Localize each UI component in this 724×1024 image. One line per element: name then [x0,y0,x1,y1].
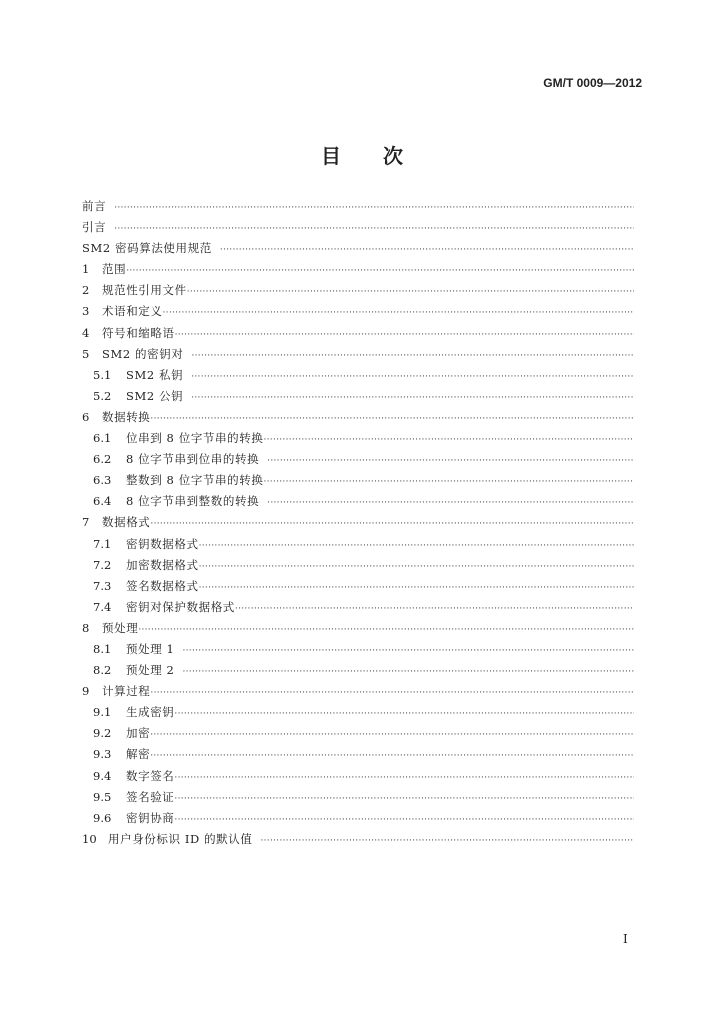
toc-entry-label: 数字签名 [126,768,175,783]
toc-entry-number: 7.2 [93,557,112,572]
dot-leader [199,578,634,599]
toc-entry-9-6[interactable] [82,808,634,829]
toc-entry-foreword[interactable] [82,196,634,217]
dot-leader [174,768,634,789]
toc-entry-7-3[interactable] [82,576,634,597]
toc-entry-6-3[interactable] [82,470,634,491]
toc-entry-label: SM2 私钥 [126,367,184,382]
toc-entry-9[interactable] [82,681,634,702]
toc-entry-9-5[interactable] [82,787,634,808]
dot-leader [126,261,634,282]
dot-leader [267,451,634,472]
dot-leader [182,641,634,662]
toc-entry-label: 解密 [126,747,151,762]
dot-leader [263,430,634,451]
toc-entry-number: 9.4 [93,768,112,783]
toc-entry-sm2-spec[interactable] [82,238,634,259]
toc-entry-number: 4 [82,325,90,340]
toc-entry-9-3[interactable] [82,744,634,765]
standard-code: GM/T 0009—2012 [543,76,642,90]
dot-leader [260,831,634,852]
toc-entry-introduction[interactable] [82,217,634,238]
toc-entry-number: 9.6 [93,810,112,825]
dot-leader [114,219,634,240]
toc-entry-label: 预处理 1 [126,641,175,656]
toc-entry-number: 5.2 [93,388,112,403]
toc-entry-9-4[interactable] [82,766,634,787]
toc-entry-number: 9 [82,684,90,699]
toc-entry-number: 7 [82,515,90,530]
toc-entry-label: 计算过程 [102,684,151,699]
toc-entry-6-1[interactable] [82,428,634,449]
toc-entry-number: 8.1 [93,641,112,656]
toc-entry-number: 9.3 [93,747,112,762]
toc-entry-number: 10 [82,831,97,846]
dot-leader [263,472,634,493]
toc-entry-label: 术语和定义 [102,304,163,319]
toc-entry-label: 签名验证 [126,789,175,804]
toc-entry-4[interactable] [82,323,634,344]
toc-entry-number: 9.1 [93,705,112,720]
toc-entry-8-2[interactable] [82,660,634,681]
dot-leader [174,704,634,725]
toc-entry-label: 范围 [102,262,127,277]
toc-entry-number: 6.3 [93,473,112,488]
toc-entry-number: 7.3 [93,578,112,593]
dot-leader [138,620,634,641]
toc-entry-label: 位串到 8 位字节串的转换 [126,431,264,446]
dot-leader [191,367,634,388]
toc-entry-5[interactable] [82,344,634,365]
toc-entry-7-2[interactable] [82,555,634,576]
dot-leader [199,557,634,578]
toc-entry-2[interactable] [82,280,634,301]
toc-entry-label: 规范性引用文件 [102,283,187,298]
toc-entry-10[interactable] [82,829,634,850]
toc-entry-5-2[interactable] [82,386,634,407]
toc-entry-3[interactable] [82,301,634,322]
toc-entry-label: 密钥对保护数据格式 [126,599,235,614]
dot-leader [187,282,634,303]
toc-entry-label: 数据转换 [102,409,151,424]
dot-leader [182,662,634,683]
toc-entry-label: 符号和缩略语 [102,325,175,340]
dot-leader [191,346,634,367]
dot-leader [199,536,634,557]
toc-entry-number: 8 [82,620,90,635]
toc-entry-8[interactable] [82,618,634,639]
toc-entry-label: 数据格式 [102,515,151,530]
dot-leader [163,303,635,324]
toc-entry-number: 7.1 [93,536,112,551]
dot-leader [191,388,634,409]
toc-entry-number: 2 [82,283,90,298]
toc-entry-7-4[interactable] [82,597,634,618]
toc-entry-number: 6.1 [93,431,112,446]
toc-entry-label: 用户身份标识 ID 的默认值 [108,831,253,846]
toc-entry-label: 密钥协商 [126,810,175,825]
toc-entry-7[interactable] [82,512,634,533]
dot-leader [150,514,634,535]
dot-leader [150,683,634,704]
toc-entry-label: 前言 [82,199,107,213]
toc-entry-number: 6.4 [93,494,112,509]
table-of-contents [82,196,634,850]
toc-entry-6-2[interactable] [82,449,634,470]
toc-entry-label: 预处理 2 [126,663,175,678]
dot-leader [174,789,634,810]
page-title [0,140,724,169]
toc-entry-label: 加密数据格式 [126,557,199,572]
toc-entry-label: 8 位字节串到整数的转换 [126,494,260,509]
dot-leader [267,493,634,514]
toc-entry-9-1[interactable] [82,702,634,723]
toc-entry-number: 5.1 [93,367,112,382]
toc-entry-1[interactable] [82,259,634,280]
toc-entry-number: 8.2 [93,663,112,678]
toc-entry-label: 整数到 8 位字节串的转换 [126,473,264,488]
toc-entry-label: 签名数据格式 [126,578,199,593]
toc-entry-label: SM2 密码算法使用规范 [82,241,212,256]
title-char-2: 次 [383,144,403,168]
dot-leader [175,325,634,346]
toc-entry-label: 8 位字节串到位串的转换 [126,452,260,467]
toc-entry-number: 3 [82,304,90,319]
dot-leader [150,746,634,767]
toc-entry-5-1[interactable] [82,365,634,386]
toc-entry-label: 密钥数据格式 [126,536,199,551]
toc-entry-number: 7.4 [93,599,112,614]
toc-entry-6[interactable] [82,407,634,428]
toc-entry-7-1[interactable] [82,534,634,555]
toc-entry-label: 引言 [82,220,107,235]
toc-entry-number: 9.2 [93,726,112,741]
toc-entry-number: 5 [82,346,90,361]
title-char-1: 目 [321,144,341,168]
dot-leader [174,810,634,831]
toc-entry-8-1[interactable] [82,639,634,660]
dot-leader [235,599,634,620]
toc-entry-number: 6.2 [93,452,112,467]
toc-entry-6-4[interactable] [82,491,634,512]
toc-entry-number: 9.5 [93,789,112,804]
toc-entry-number: 6 [82,409,90,424]
toc-entry-label: SM2 公钥 [126,388,184,403]
page-number: I [623,932,628,946]
toc-entry-number: 1 [82,262,90,277]
dot-leader [220,240,634,261]
dot-leader [150,725,634,746]
toc-entry-9-2[interactable] [82,723,634,744]
toc-entry-label: 生成密钥 [126,705,175,720]
toc-entry-label: 加密 [126,726,151,741]
toc-entry-label: 预处理 [102,620,139,635]
toc-entry-label: SM2 的密钥对 [102,346,184,361]
dot-leader [114,198,634,219]
dot-leader [150,409,634,430]
